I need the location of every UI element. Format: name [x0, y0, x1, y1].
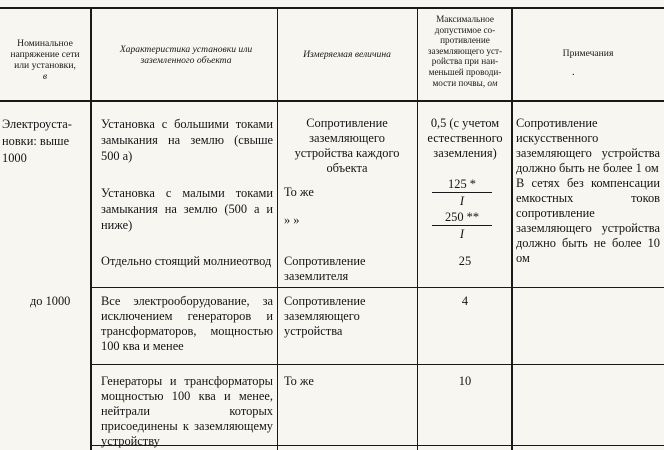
row1-measured: Сопротивление заземляющего устройства каждого объекта — [294, 116, 400, 175]
row3-fraction-numerator: 250 ** — [432, 210, 492, 226]
voltage-up-to-1000: до 1000 — [30, 294, 71, 308]
row-rule-lv — [92, 364, 664, 365]
header-characteristic: Характеристика установки или заземленного объекта — [119, 44, 253, 66]
row6-measured: То же — [284, 374, 314, 388]
header-voltage-unit: в — [42, 71, 48, 82]
row2-fraction-numerator: 125 * — [432, 177, 492, 193]
stray-mark: . — [572, 66, 575, 78]
row4-characteristic: Отдельно стоящий молниеотвод — [101, 254, 272, 268]
row3-fraction — [432, 210, 492, 241]
table-top-rule — [0, 7, 664, 9]
row3-fraction-denominator: I — [459, 227, 465, 241]
header-bottom-rule — [0, 100, 664, 102]
row1-value: 0,5 (с учетом естественного заземления) — [427, 116, 503, 160]
row2-fraction — [432, 177, 492, 208]
col-divider-4 — [511, 7, 513, 450]
header-max-resistance — [421, 14, 509, 88]
col-divider-1 — [90, 7, 92, 450]
row4-measured: Сопротивление заземлителя — [284, 254, 366, 283]
note-1: Сопротивление искусственного заземляющего устройства должно быть не более 1 ом — [516, 116, 660, 175]
header-max-resistance-unit: ом — [487, 77, 498, 88]
row5-measured: Сопротивление заземляющего устройства — [284, 294, 366, 338]
col-divider-3 — [417, 7, 418, 450]
row2-measured: То же — [284, 185, 314, 199]
row5-value: 4 — [461, 294, 469, 308]
row1-characteristic: Установка с большими токами замыкания на землю (свыше 500 а) — [101, 117, 273, 163]
header-max-resistance-text: Максимальное допустимое со-противление заземляющего уст-ройства при наи-меньшей проводи-мости почвы, — [427, 14, 503, 88]
header-voltage — [4, 38, 86, 82]
row6-characteristic: Генераторы и трансформаторы мощностью 100 ква и менее, нейтрали которых присоединены к заземляющему устройству — [101, 374, 273, 448]
col-divider-2 — [277, 7, 278, 450]
row2-fraction-denominator: I — [459, 194, 465, 208]
header-measured-value: Измеряемая величина — [303, 49, 391, 60]
header-notes: Примечания — [562, 48, 614, 59]
row3-measured: » » — [284, 213, 300, 227]
row5-characteristic: Все электрооборудование, за исключением генераторов и трансформаторов, мощностью 100 ква и менее — [101, 294, 273, 353]
voltage-above-1000: Электроуста-новки: выше 1000 — [2, 117, 72, 165]
row4-value: 25 — [458, 254, 472, 268]
row-rule-hv-lv — [92, 287, 664, 288]
row6-value: 10 — [458, 374, 472, 388]
header-voltage-text: Номинальное напряжение сети или установки, — [10, 38, 80, 71]
row2-characteristic: Установка с малыми токами замыкания на землю (500 а и ниже) — [101, 186, 273, 232]
note-2: В сетях без компенсации емкостных токов сопротивление заземляющего устройства должно быть не более 10 ом — [516, 176, 660, 265]
